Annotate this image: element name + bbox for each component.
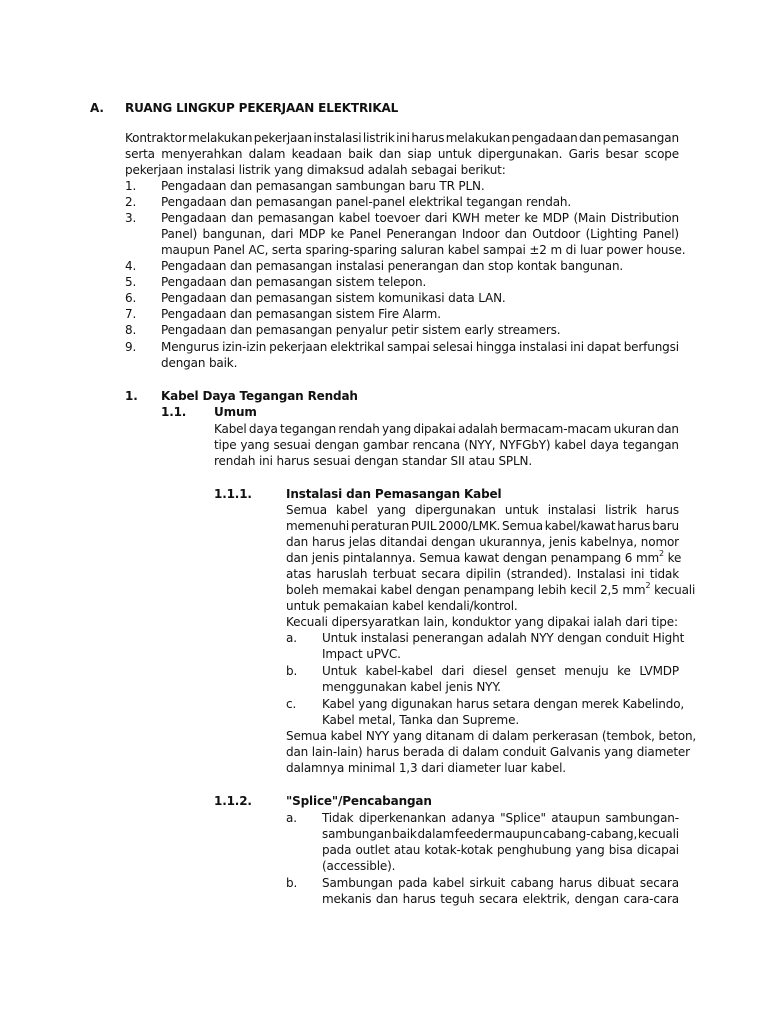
list-item-text: Pengadaan dan pemasangan sistem telepon. bbox=[161, 275, 427, 289]
item-text: mekanis dan harus teguh secara elektrik, dengan cara-cara bbox=[322, 892, 679, 906]
item-letter: c. bbox=[286, 697, 297, 711]
item-text: Untuk kabel-kabel dari diesel genset menuju ke LVMDP bbox=[322, 664, 679, 678]
paragraph-line: atas haruslah terbuat secara dipilin (stranded). Instalasi ini tidak bbox=[286, 567, 679, 581]
item-text: Tidak diperkenankan adanya "Splice" ataupun sambungan- bbox=[322, 811, 679, 825]
item-text: Sambungan pada kabel sirkuit cabang harus dibuat secara bbox=[322, 876, 679, 890]
heading-kabel-daya: Kabel Daya Tegangan Rendah bbox=[161, 389, 358, 403]
paragraph-line: Kecuali dipersyaratkan lain, konduktor yang dipakai ialah dari tipe: bbox=[286, 615, 678, 629]
item-text: menggunakan kabel jenis NYY. bbox=[322, 680, 501, 694]
heading-number: 1.1. bbox=[161, 405, 187, 419]
item-letter: b. bbox=[286, 876, 298, 890]
paragraph-line: Semua kabel NYY yang ditanam di dalam perkerasan (tembok, beton, bbox=[286, 729, 697, 743]
paragraph-line: memenuhi peraturan PUIL 2000/LMK. Semua kabel/kawat harus baru bbox=[286, 519, 679, 533]
list-item-text: dengan baik. bbox=[161, 356, 238, 370]
list-number: 4. bbox=[125, 259, 137, 273]
list-item-text: Pengadaan dan pemasangan sistem Fire Alarm. bbox=[161, 307, 441, 321]
superscript: 2 bbox=[659, 549, 664, 558]
list-number: 7. bbox=[125, 307, 137, 321]
paragraph-line: Kabel daya tegangan rendah yang dipakai adalah bermacam-macam ukuran dan bbox=[214, 422, 679, 436]
paragraph-line: untuk pemakaian kabel kendali/kontrol. bbox=[286, 599, 518, 613]
section-letter: A. bbox=[90, 101, 104, 115]
heading-splice: "Splice"/Pencabangan bbox=[286, 794, 432, 808]
item-text: Impact uPVC. bbox=[322, 647, 401, 661]
list-number: 9. bbox=[125, 340, 137, 354]
paragraph-line: boleh memakai kabel dengan penampang lebih kecil 2,5 $mm^2$ kecuali bbox=[286, 581, 696, 597]
paragraph-line: dan lain-lain) harus berada di dalam conduit Galvanis yang diameter bbox=[286, 745, 690, 759]
item-letter: a. bbox=[286, 631, 297, 645]
list-item-text: maupun Panel AC, serta sparing-sparing saluran kabel sampai ±2 m di luar power house. bbox=[161, 243, 686, 257]
heading-number: 1. bbox=[125, 389, 138, 403]
item-text: Untuk instalasi penerangan adalah NYY dengan conduit Hight bbox=[322, 631, 685, 645]
list-item-text: Pengadaan dan pemasangan penyalur petir sistem early streamers. bbox=[161, 323, 561, 337]
list-number: 1. bbox=[125, 179, 137, 193]
list-number: 2. bbox=[125, 195, 137, 209]
intro-line-2: serta menyerahkan dalam keadaan baik dan siap untuk dipergunakan. Garis besar scope bbox=[125, 147, 679, 161]
item-letter: a. bbox=[286, 811, 297, 825]
section-title: RUANG LINGKUP PEKERJAAN ELEKTRIKAL bbox=[125, 101, 399, 115]
list-item-text: Pengadaan dan pemasangan kabel toevoer dari KWH meter ke MDP (Main Distribution bbox=[161, 211, 679, 225]
item-text: sambungan baik dalam feeder maupun cabang-cabang, kecuali bbox=[322, 827, 679, 841]
item-text: pada outlet atau kotak-kotak penghubung yang bisa dicapai bbox=[322, 843, 679, 857]
heading-umum: Umum bbox=[214, 405, 257, 419]
paragraph-line: Semua kabel yang dipergunakan untuk instalasi listrik harus bbox=[286, 503, 679, 517]
item-text: Kabel yang digunakan harus setara dengan merek Kabelindo, bbox=[322, 697, 685, 711]
list-item-text: Panel) bangunan, dari MDP ke Panel Penerangan Indoor dan Outdoor (Lighting Panel) bbox=[161, 227, 679, 241]
list-item-text: Pengadaan dan pemasangan instalasi penerangan dan stop kontak bangunan. bbox=[161, 259, 624, 273]
superscript: 2 bbox=[645, 581, 651, 590]
item-text: (accessible). bbox=[322, 859, 396, 873]
item-letter: b. bbox=[286, 664, 298, 678]
paragraph-line: tipe yang sesuai dengan gambar rencana (NYY, NYFGbY) kabel daya tegangan bbox=[214, 438, 679, 452]
paragraph-line: dalamnya minimal 1,3 dari diameter luar kabel. bbox=[286, 761, 566, 775]
list-item-text: Pengadaan dan pemasangan sambungan baru TR PLN. bbox=[161, 179, 485, 193]
list-item-text: Pengadaan dan pemasangan panel-panel elektrikal tegangan rendah. bbox=[161, 195, 572, 209]
list-number: 8. bbox=[125, 323, 137, 337]
list-number: 3. bbox=[125, 211, 137, 225]
intro-line-3: pekerjaan instalasi listrik yang dimaksud adalah sebagai berikut: bbox=[125, 163, 506, 177]
list-item-text: Pengadaan dan pemasangan sistem komunikasi data LAN. bbox=[161, 291, 506, 305]
list-number: 5. bbox=[125, 275, 137, 289]
heading-number: 1.1.1. bbox=[214, 487, 252, 501]
intro-line-1: Kontraktor melakukan pekerjaan instalasi listrik ini harus melakukan pengadaan dan pemasangan bbox=[125, 131, 679, 145]
paragraph-line: rendah ini harus sesuai dengan standar SII atau SPLN. bbox=[214, 454, 533, 468]
list-number: 6. bbox=[125, 291, 137, 305]
list-item-text: Mengurus izin-izin pekerjaan elektrikal sampai selesai hingga instalasi ini dapat berfungsi bbox=[161, 340, 679, 354]
paragraph-line: dan jenis pintalannya. Semua kawat dengan penampang 6 $mm^2$ ke bbox=[286, 549, 682, 565]
heading-number: 1.1.2. bbox=[214, 794, 252, 808]
item-text: Kabel metal, Tanka dan Supreme. bbox=[322, 713, 519, 727]
paragraph-line: dan harus jelas ditandai dengan ukurannya, jenis kabelnya, nomor bbox=[286, 535, 679, 549]
heading-instalasi: Instalasi dan Pemasangan Kabel bbox=[286, 487, 502, 501]
